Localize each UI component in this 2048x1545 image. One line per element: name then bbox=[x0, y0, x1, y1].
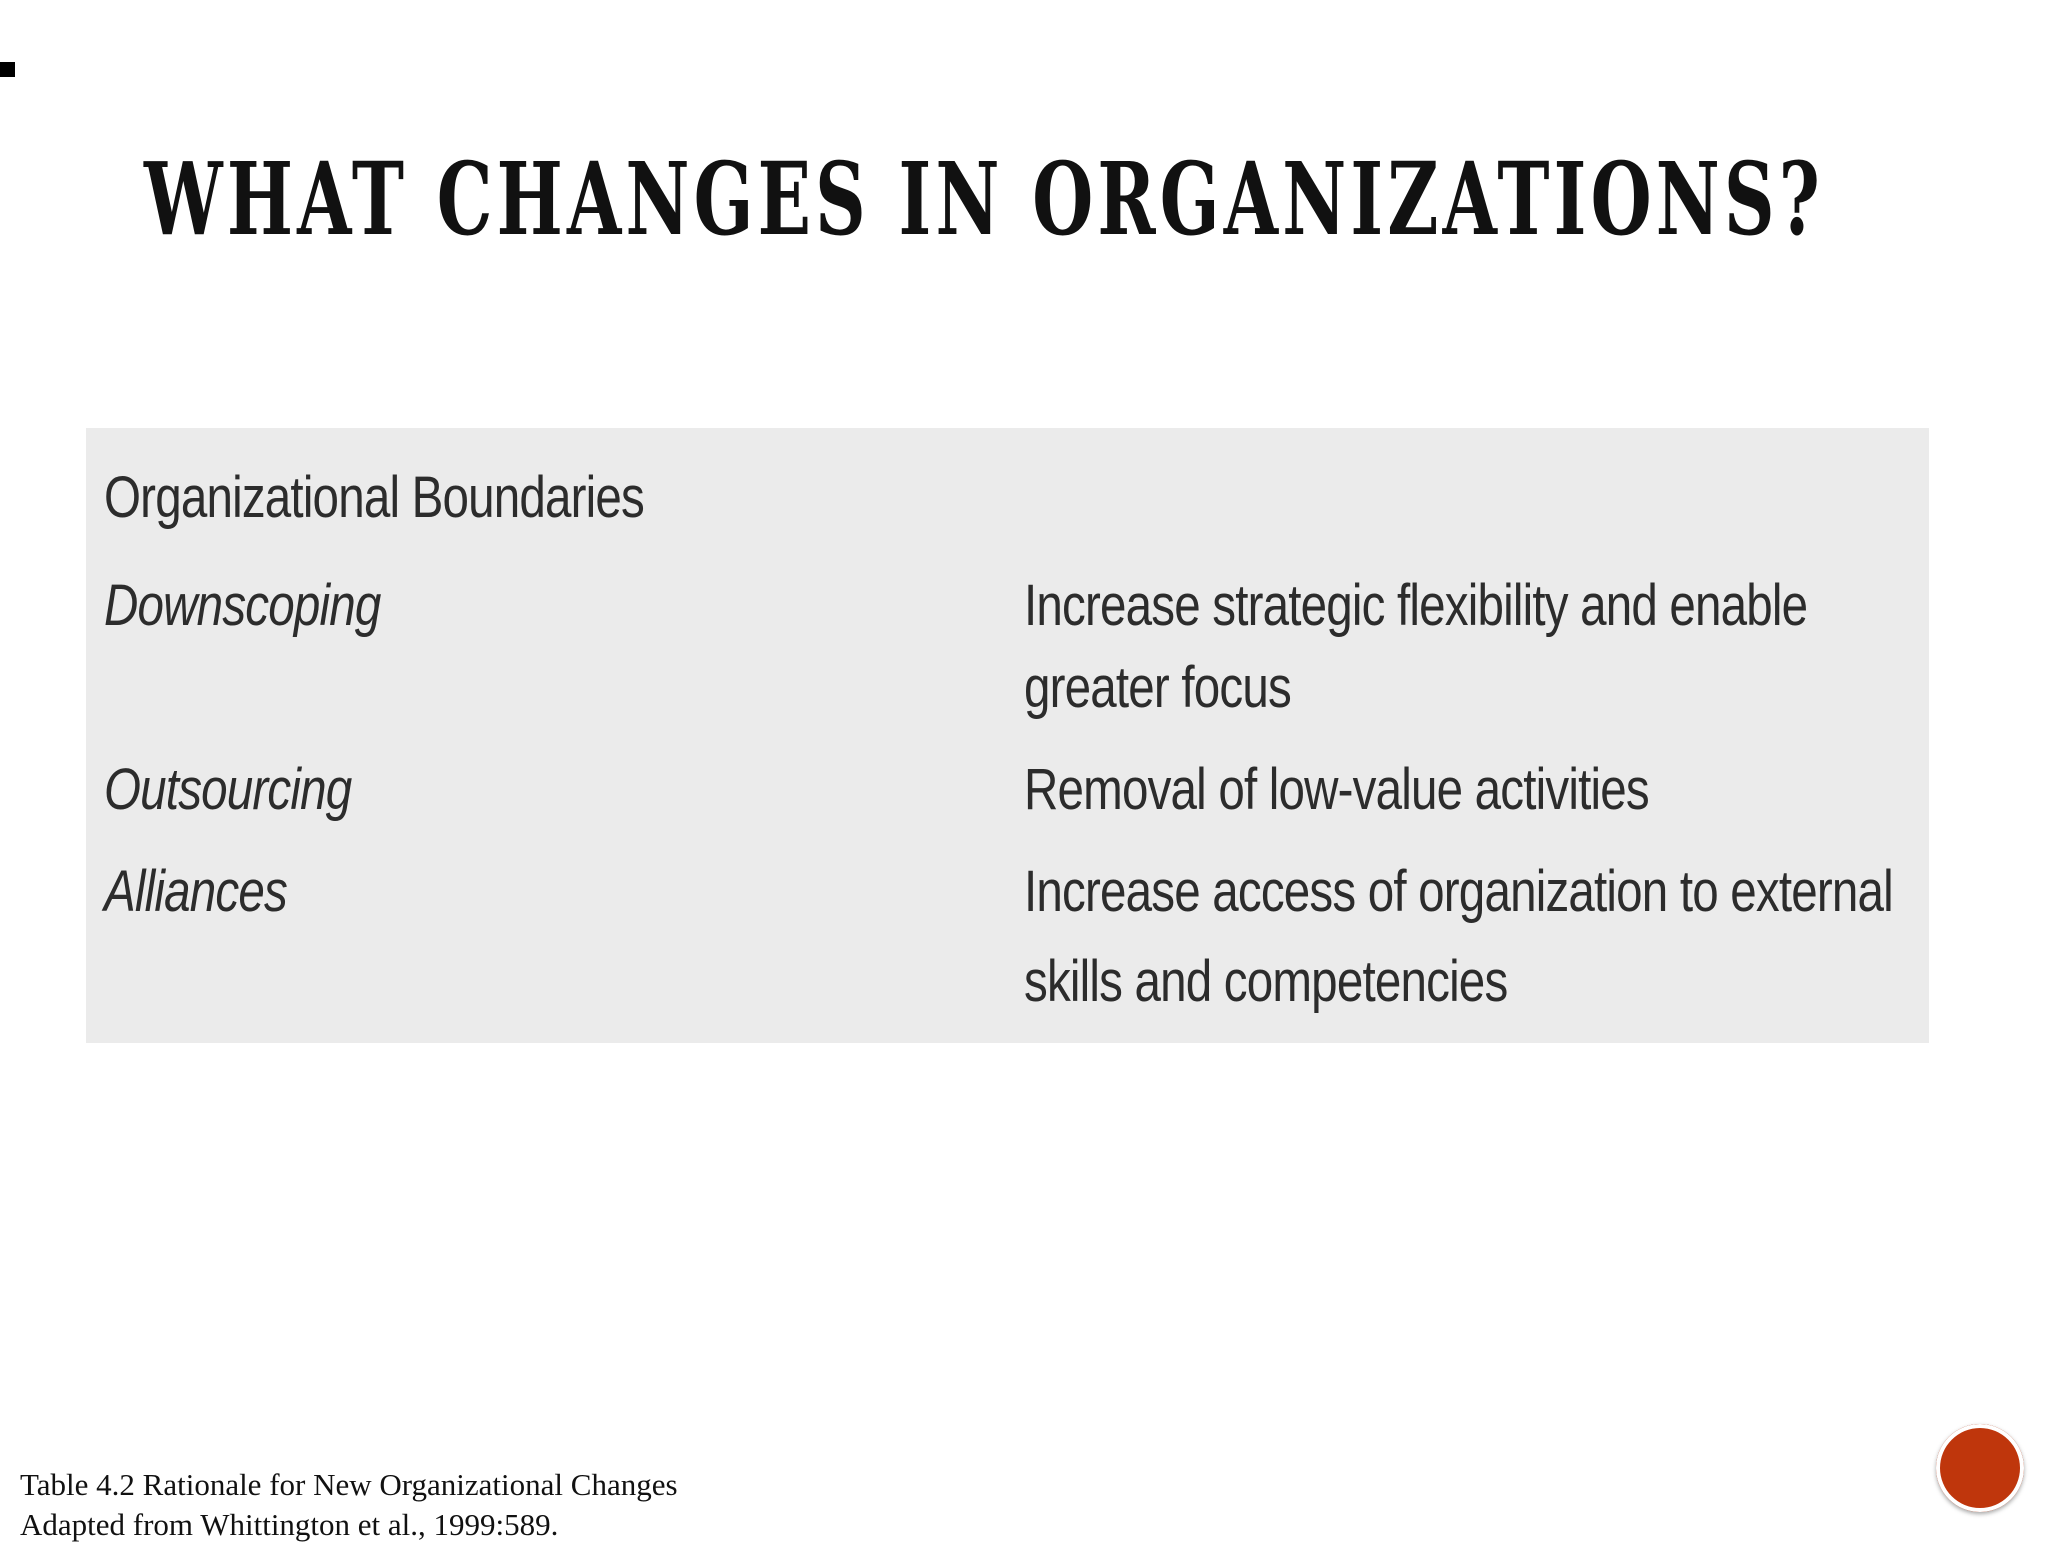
next-slide-button[interactable] bbox=[1936, 1424, 2024, 1512]
rationale-alliances-line-1: Increase access of organization to external bbox=[1024, 859, 1893, 924]
caption-line-1: Table 4.2 Rationale for New Organizational Changes bbox=[20, 1467, 678, 1502]
row-label-alliances: Alliances bbox=[104, 859, 287, 924]
row-label-downscoping: Downscoping bbox=[104, 573, 381, 638]
rationale-downscoping-line-1: Increase strategic flexibility and enable bbox=[1024, 573, 1808, 638]
rationale-alliances-line-2: skills and competencies bbox=[1024, 949, 1508, 1014]
row-label-outsourcing: Outsourcing bbox=[104, 757, 352, 822]
rationale-downscoping-line-2: greater focus bbox=[1024, 655, 1291, 720]
rationale-table bbox=[86, 428, 1929, 1043]
caption-line-2: Adapted from Whittington et al., 1999:589. bbox=[20, 1507, 559, 1542]
table-caption bbox=[20, 1465, 678, 1545]
table-heading: Organizational Boundaries bbox=[104, 465, 645, 530]
rationale-outsourcing-line-1: Removal of low-value activities bbox=[1024, 757, 1649, 822]
slide-title: WHAT CHANGES IN ORGANIZATIONS? bbox=[144, 140, 1824, 258]
slide-marker bbox=[0, 62, 15, 77]
